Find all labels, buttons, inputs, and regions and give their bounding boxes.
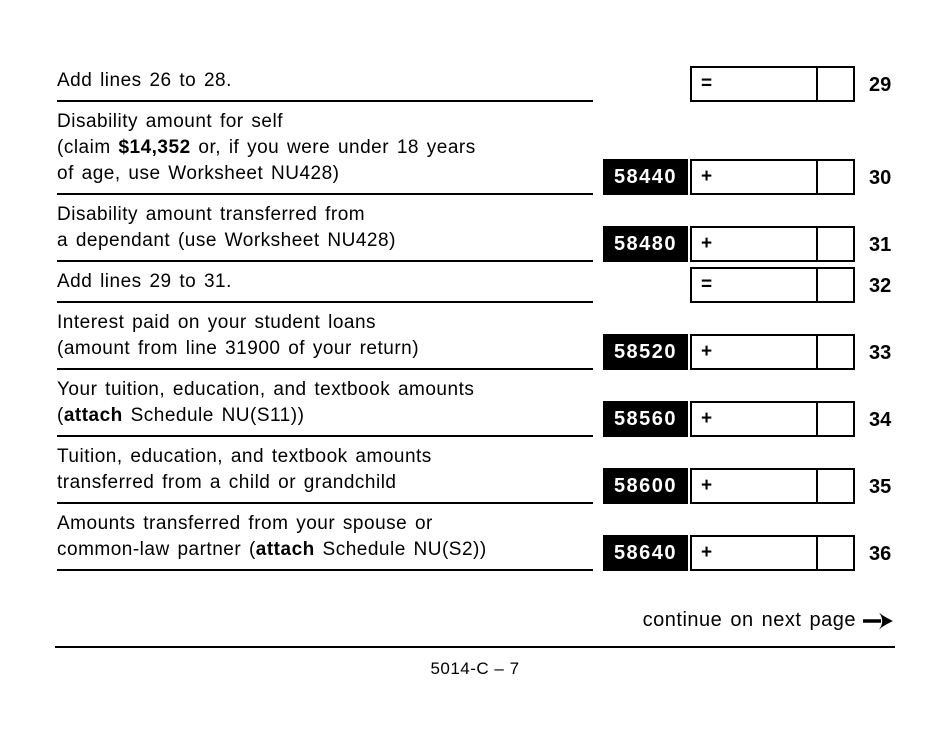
line-number: 36 — [869, 543, 892, 565]
cents-field-line-32[interactable] — [818, 267, 855, 303]
amount-field-line-33[interactable] — [690, 334, 818, 370]
equals-operator: = — [701, 73, 713, 94]
row-label-line-30 — [57, 102, 593, 195]
amount-field-line-29[interactable] — [690, 66, 818, 102]
form-row-line-32 — [57, 262, 950, 303]
field-code-placeholder — [603, 66, 688, 102]
cents-field-line-29[interactable] — [818, 66, 855, 102]
page-number: 5014-C – 7 — [430, 659, 520, 678]
row-label-line-36 — [57, 504, 593, 571]
cents-field-line-30[interactable] — [818, 159, 855, 195]
amount-field-line-30[interactable] — [690, 159, 818, 195]
line-number: 32 — [869, 275, 892, 297]
row-controls-line-29 — [603, 66, 897, 102]
label-text-segment: Amounts transferred from your spouse or — [57, 513, 433, 534]
line-number: 31 — [869, 234, 892, 256]
label-text-segment: a dependant (use Worksheet NU428) — [57, 230, 396, 251]
plus-operator: + — [701, 233, 713, 254]
label-text-line — [57, 511, 593, 537]
label-text-segment: Your tuition, education, and textbook amounts — [57, 379, 475, 400]
row-controls-line-36 — [603, 535, 897, 571]
cents-field-line-33[interactable] — [818, 334, 855, 370]
form-rows — [0, 61, 950, 571]
label-text-line — [57, 269, 593, 295]
label-text-line — [57, 537, 593, 563]
label-text-line — [57, 135, 593, 161]
field-code-58600: 58600 — [603, 468, 688, 504]
next-page-arrow-icon — [863, 612, 893, 630]
continue-label: continue on next page — [642, 609, 856, 631]
label-text-segment: transferred from a child or grandchild — [57, 472, 397, 493]
label-text-segment: Disability amount for self — [57, 111, 283, 132]
label-text-segment: Schedule NU(S11)) — [122, 405, 305, 426]
plus-operator: + — [701, 542, 713, 563]
row-label-line-29 — [57, 61, 593, 102]
label-text-segment: (claim — [57, 137, 119, 158]
field-code-58480: 58480 — [603, 226, 688, 262]
cents-field-line-36[interactable] — [818, 535, 855, 571]
label-text-segment: Add lines 29 to 31. — [57, 271, 232, 292]
label-text-line — [57, 336, 593, 362]
row-controls-line-33 — [603, 334, 897, 370]
field-code-placeholder — [603, 267, 688, 303]
line-number: 30 — [869, 167, 892, 189]
field-code-58640: 58640 — [603, 535, 688, 571]
line-number: 34 — [869, 409, 892, 431]
row-controls-line-31 — [603, 226, 897, 262]
label-text-segment: ( — [57, 405, 64, 426]
label-text-line — [57, 310, 593, 336]
label-text-bold-segment: $14,352 — [118, 137, 191, 158]
label-text-line — [57, 68, 593, 94]
field-code-58520: 58520 — [603, 334, 688, 370]
field-code-58440: 58440 — [603, 159, 688, 195]
form-row-line-29 — [57, 61, 950, 102]
label-text-line — [57, 202, 593, 228]
amount-field-line-32[interactable] — [690, 267, 818, 303]
cents-field-line-34[interactable] — [818, 401, 855, 437]
label-text-bold-segment: attach — [255, 539, 315, 560]
row-label-line-31 — [57, 195, 593, 262]
label-text-segment: common-law partner ( — [57, 539, 256, 560]
label-text-line — [57, 377, 593, 403]
form-row-line-31 — [57, 195, 950, 262]
label-text-segment: Tuition, education, and textbook amounts — [57, 446, 432, 467]
line-number: 35 — [869, 476, 892, 498]
amount-field-line-34[interactable] — [690, 401, 818, 437]
label-text-segment: of age, use Worksheet NU428) — [57, 163, 340, 184]
plus-operator: + — [701, 166, 713, 187]
amount-field-line-36[interactable] — [690, 535, 818, 571]
row-label-line-32 — [57, 262, 593, 303]
equals-operator: = — [701, 274, 713, 295]
plus-operator: + — [701, 475, 713, 496]
row-controls-line-34 — [603, 401, 897, 437]
row-controls-line-32 — [603, 267, 897, 303]
row-controls-line-30 — [603, 159, 897, 195]
label-text-segment: Schedule NU(S2)) — [314, 539, 487, 560]
form-row-line-34 — [57, 370, 950, 437]
label-text-segment: Disability amount transferred from — [57, 204, 366, 225]
label-text-line — [57, 109, 593, 135]
row-label-line-34 — [57, 370, 593, 437]
label-text-line — [57, 444, 593, 470]
footer-divider — [55, 646, 895, 648]
label-text-line — [57, 403, 593, 429]
label-text-bold-segment: attach — [63, 405, 123, 426]
cents-field-line-35[interactable] — [818, 468, 855, 504]
amount-field-line-35[interactable] — [690, 468, 818, 504]
field-code-58560: 58560 — [603, 401, 688, 437]
label-text-segment: (amount from line 31900 of your return) — [57, 338, 420, 359]
label-text-line — [57, 161, 593, 187]
form-row-line-36 — [57, 504, 950, 571]
label-text-segment: Add lines 26 to 28. — [57, 70, 232, 91]
label-text-segment: or, if you were under 18 years — [190, 137, 476, 158]
row-label-line-35 — [57, 437, 593, 504]
form-row-line-35 — [57, 437, 950, 504]
plus-operator: + — [701, 341, 713, 362]
form-row-line-30 — [57, 102, 950, 195]
form-row-line-33 — [57, 303, 950, 370]
cents-field-line-31[interactable] — [818, 226, 855, 262]
label-text-line — [57, 470, 593, 496]
line-number: 29 — [869, 74, 892, 96]
label-text-segment: Interest paid on your student loans — [57, 312, 377, 333]
plus-operator: + — [701, 408, 713, 429]
row-controls-line-35 — [603, 468, 897, 504]
line-number: 33 — [869, 342, 892, 364]
continue-note — [0, 609, 950, 632]
label-text-line — [57, 228, 593, 254]
amount-field-line-31[interactable] — [690, 226, 818, 262]
row-label-line-33 — [57, 303, 593, 370]
